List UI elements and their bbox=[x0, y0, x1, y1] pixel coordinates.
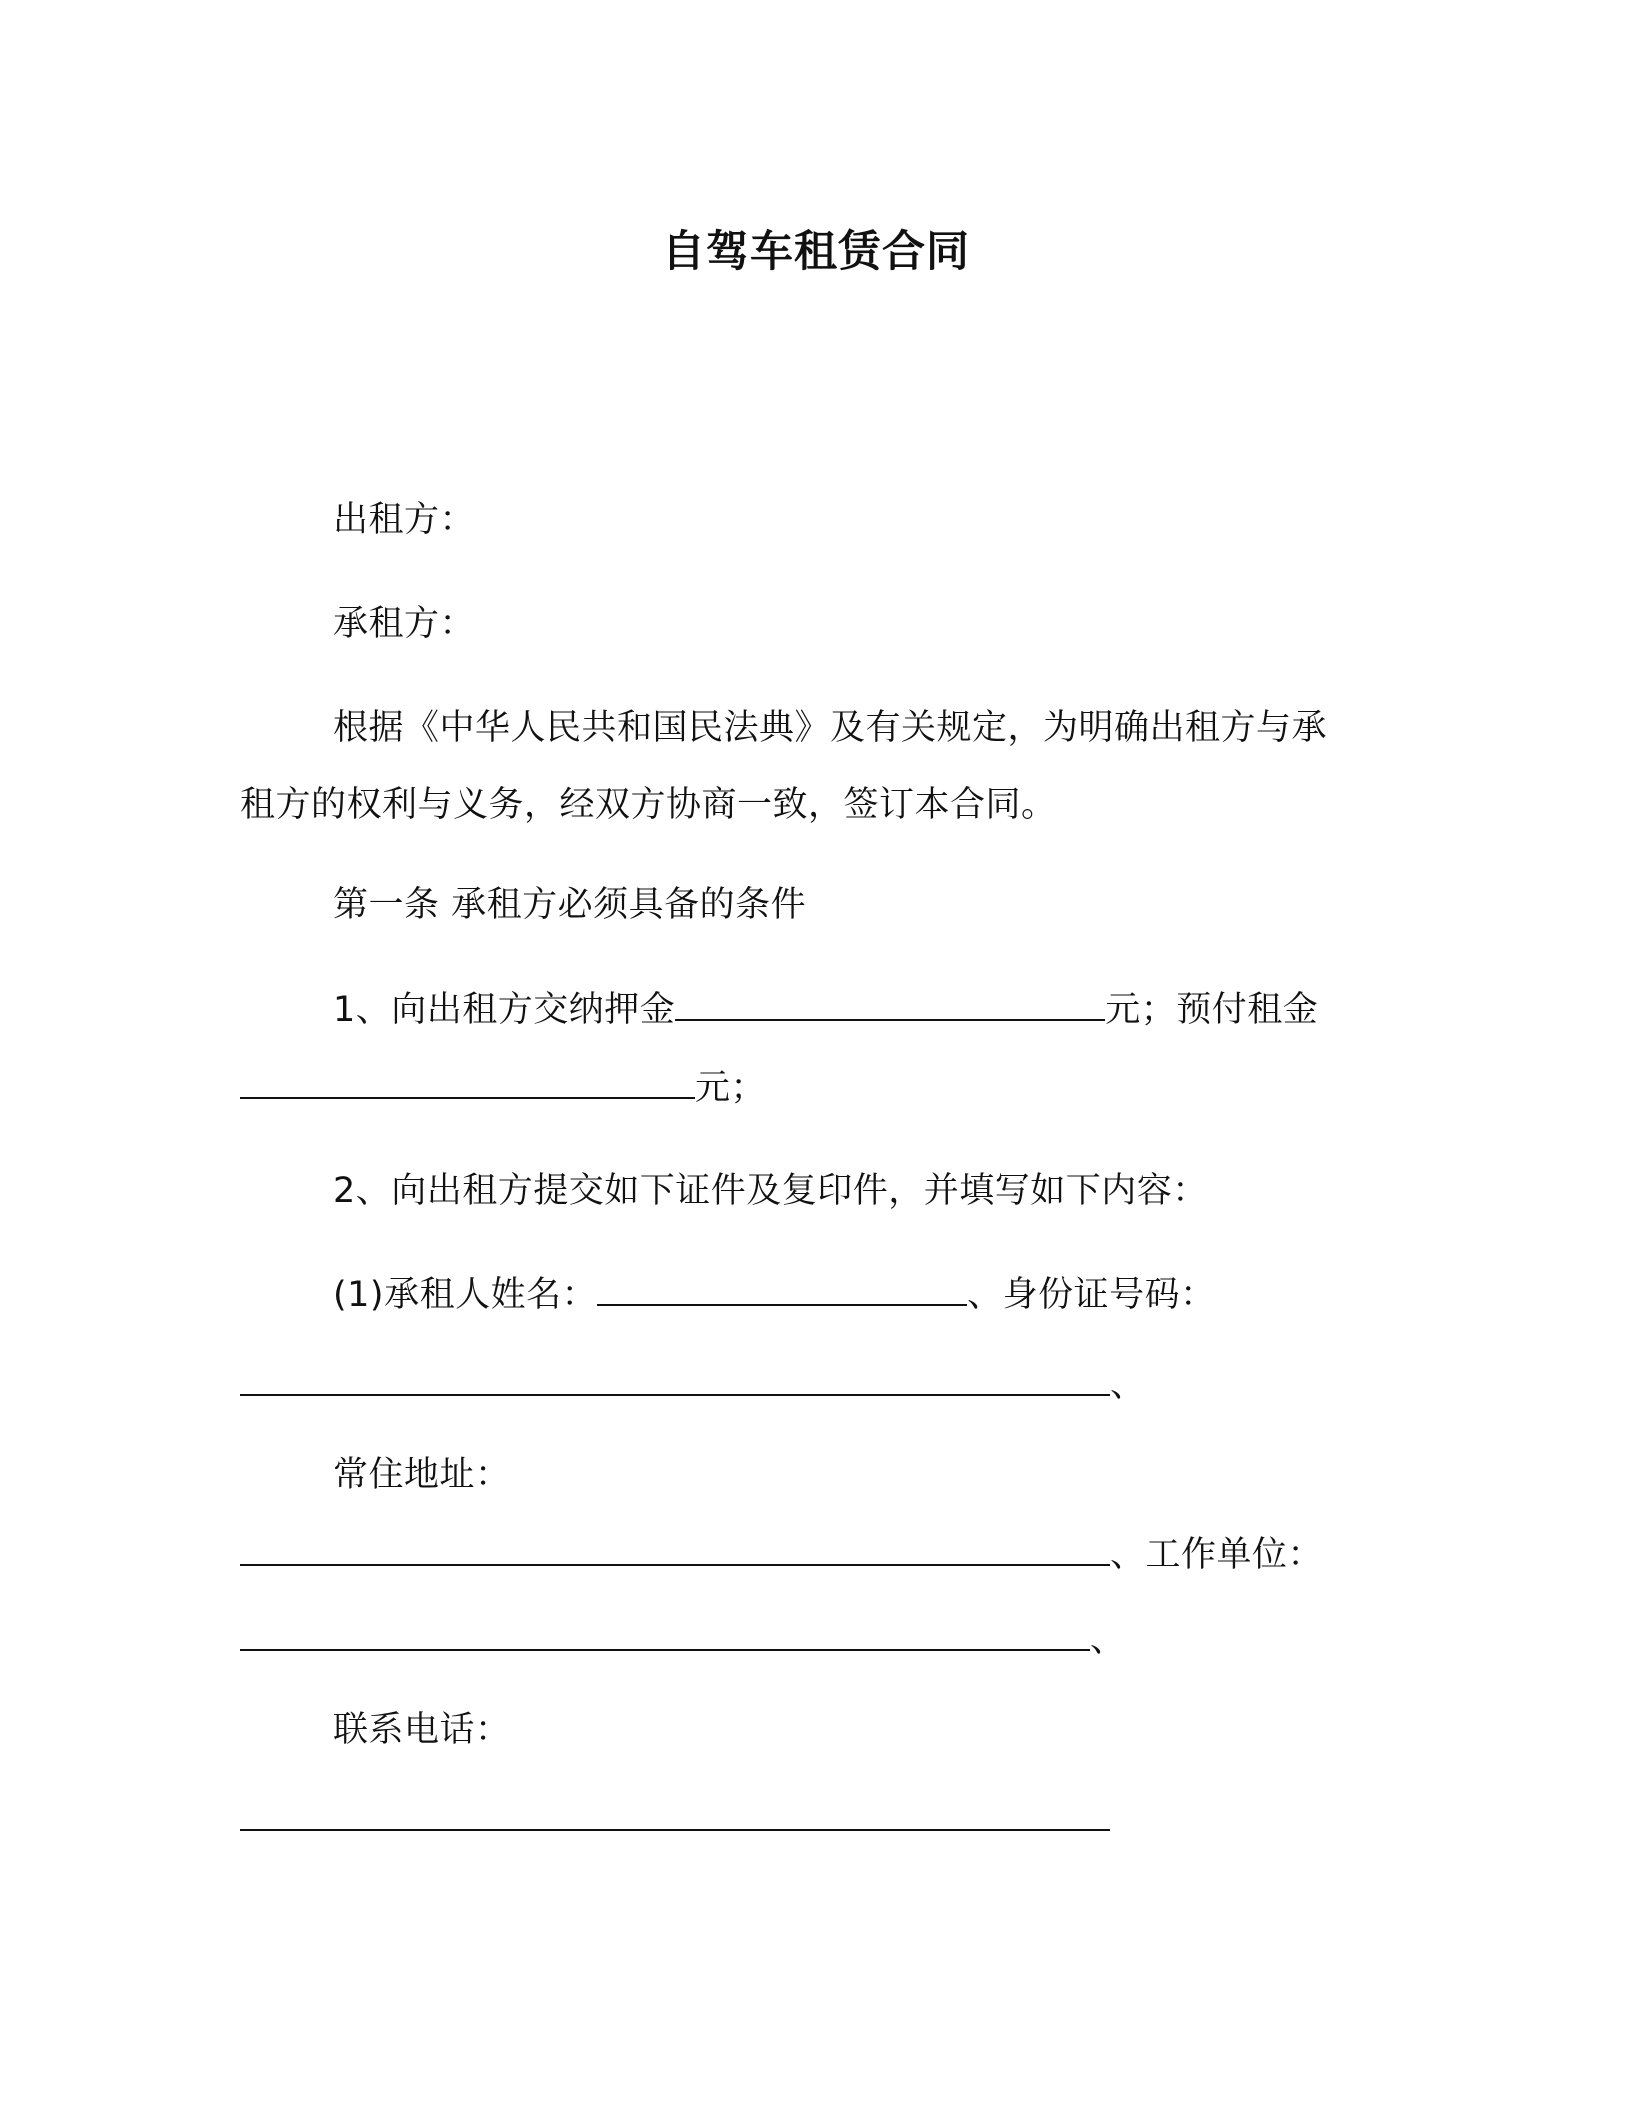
id-number-line bbox=[240, 1360, 1146, 1410]
article-1-heading: 第一条 承租方必须具备的条件 bbox=[333, 885, 807, 925]
address-label: 常住地址： bbox=[333, 1455, 511, 1495]
work-unit-label: 、工作单位： bbox=[1110, 1535, 1324, 1575]
address-line bbox=[240, 1530, 1323, 1580]
phone-blank[interactable] bbox=[240, 1799, 1110, 1831]
address-blank[interactable] bbox=[240, 1534, 1110, 1566]
item-2: 2、向出租方提交如下证件及复印件，并填写如下内容： bbox=[333, 1171, 1208, 1211]
lessee-name-label: (1)承租人姓名： bbox=[333, 1275, 598, 1315]
lessor-label: 出租方： bbox=[333, 500, 476, 540]
document-title: 自驾车租赁合同 bbox=[662, 227, 970, 277]
deposit-blank[interactable] bbox=[675, 989, 1105, 1021]
item-2-1-line bbox=[333, 1270, 1216, 1320]
enum-mark: 、 bbox=[1090, 1620, 1126, 1660]
lessee-name-blank[interactable] bbox=[597, 1274, 967, 1306]
item-1-suffix: 元； bbox=[695, 1068, 767, 1108]
prepaid-rent-blank[interactable] bbox=[240, 1067, 695, 1099]
work-unit-line bbox=[240, 1615, 1126, 1665]
id-number-label: 、身份证号码： bbox=[967, 1275, 1216, 1315]
item-1-prefix: 1、向出租方交纳押金 bbox=[333, 990, 676, 1030]
phone-label: 联系电话： bbox=[333, 1710, 511, 1750]
item-1-line-2 bbox=[240, 1063, 766, 1113]
item-1-line-1 bbox=[333, 985, 1318, 1035]
item-1-mid: 元；预付租金 bbox=[1105, 990, 1319, 1030]
lessee-label: 承租方： bbox=[333, 604, 476, 644]
work-unit-blank[interactable] bbox=[240, 1619, 1090, 1651]
preamble-line-1: 根据《中华人民共和国民法典》及有关规定，为明确出租方与承 bbox=[333, 708, 1328, 748]
phone-line bbox=[240, 1795, 1110, 1845]
id-number-blank[interactable] bbox=[240, 1364, 1110, 1396]
enum-mark: 、 bbox=[1110, 1365, 1146, 1405]
preamble-line-2: 租方的权利与义务，经双方协商一致，签订本合同。 bbox=[240, 785, 1057, 825]
